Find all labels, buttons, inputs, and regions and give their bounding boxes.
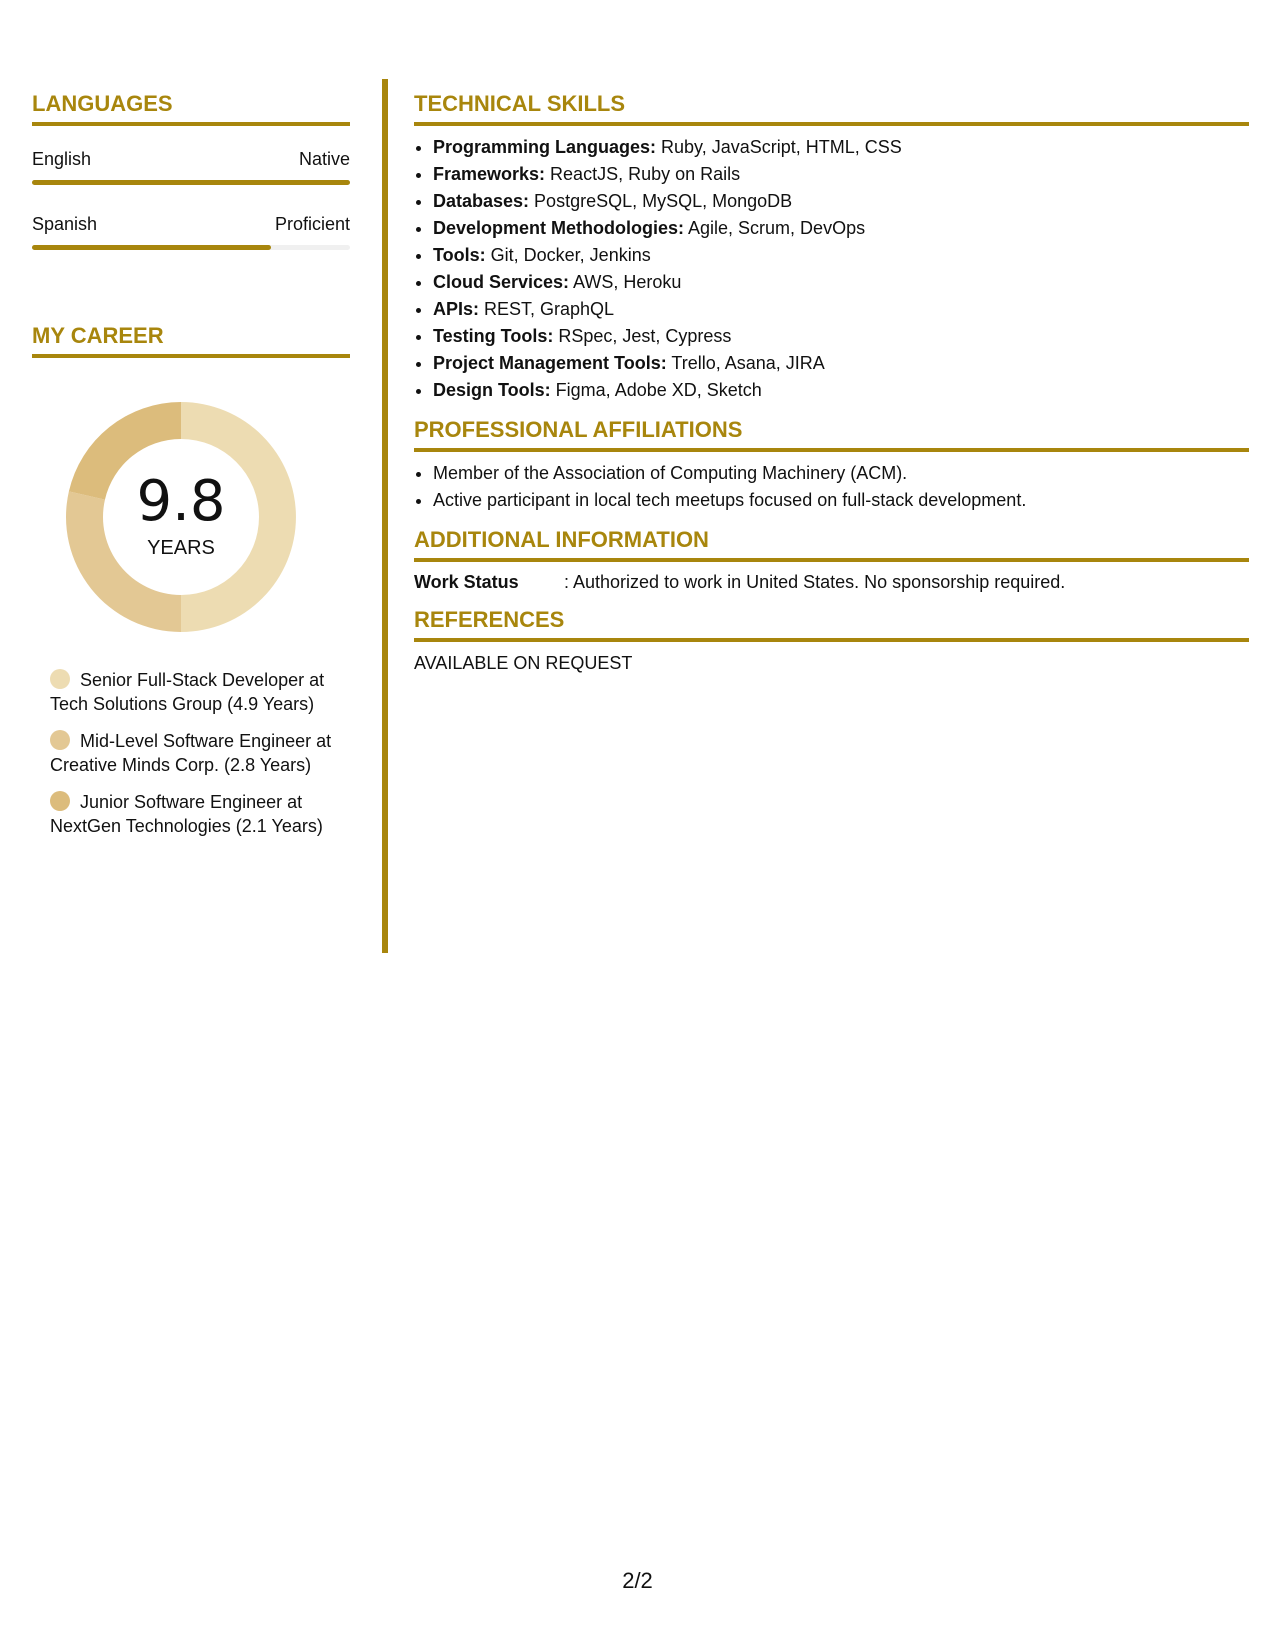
language-level: Native	[298, 149, 350, 169]
skill-value: ReactJS, Ruby on Rails	[545, 164, 741, 184]
language-name: Spanish	[32, 214, 98, 234]
legend-dot-icon	[50, 730, 70, 750]
column-divider	[382, 79, 388, 953]
skill-label: Project Management Tools:	[433, 353, 667, 373]
skill-label: Development Methodologies:	[433, 218, 685, 238]
technical-skills-list	[414, 134, 1249, 404]
skill-value: Git, Docker, Jenkins	[485, 245, 651, 265]
skill-label: Frameworks:	[433, 164, 546, 184]
languages-heading: LANGUAGES	[32, 90, 350, 126]
language-level: Proficient	[274, 214, 350, 234]
skill-item	[433, 377, 1249, 404]
skill-item	[433, 215, 1249, 242]
work-status-row	[414, 570, 1249, 594]
affiliation-item: • Member of the Association of Computing Machinery (ACM).	[433, 460, 1249, 487]
affiliation-item: • Active participant in local tech meetups focused on full-stack development.	[433, 487, 1249, 514]
skill-value: AWS, Heroku	[569, 272, 682, 292]
skill-item	[433, 188, 1249, 215]
legend-label: Mid-Level Software Engineer at Creative Minds Corp. (2.8 Years)	[50, 731, 332, 775]
skill-item	[433, 323, 1249, 350]
skill-value: Figma, Adobe XD, Sketch	[550, 380, 762, 400]
language-proficiency-bar	[32, 245, 350, 250]
skill-item	[433, 134, 1249, 161]
career-legend	[50, 668, 340, 838]
legend-dot-icon	[50, 791, 70, 811]
work-status-label: Work Status	[414, 572, 519, 592]
skill-value: Agile, Scrum, DevOps	[684, 218, 866, 238]
language-item-english	[32, 148, 350, 185]
page-number: 2/2	[622, 1568, 653, 1593]
legend-label: Senior Full-Stack Developer at Tech Solutions Group (4.9 Years)	[50, 670, 325, 714]
career-legend-item	[50, 668, 340, 716]
skill-value: Ruby, JavaScript, HTML, CSS	[656, 137, 902, 157]
additional-info-heading: ADDITIONAL INFORMATION	[414, 526, 1249, 562]
language-item-spanish	[32, 213, 350, 250]
legend-label: Junior Software Engineer at NextGen Technologies (2.1 Years)	[50, 792, 323, 836]
legend-dot-icon	[50, 669, 70, 689]
language-proficiency-fill	[32, 180, 350, 185]
skill-item	[433, 350, 1249, 377]
skill-label: Cloud Services:	[433, 272, 570, 292]
work-status-value: : Authorized to work in United States. No sponsorship required.	[564, 572, 1066, 592]
left-column	[32, 90, 350, 851]
career-total-unit: YEARS	[147, 537, 215, 559]
affiliations-list	[414, 460, 1249, 514]
language-proficiency-bar	[32, 180, 350, 185]
language-proficiency-fill	[32, 245, 271, 250]
technical-skills-heading: TECHNICAL SKILLS	[414, 90, 1249, 126]
references-heading: REFERENCES	[414, 606, 1249, 642]
references-text: AVAILABLE ON REQUEST	[414, 653, 633, 673]
career-total-years: 9.8	[136, 469, 226, 534]
skill-label: Databases:	[433, 191, 530, 211]
skill-item	[433, 161, 1249, 188]
skill-value: REST, GraphQL	[479, 299, 615, 319]
right-column	[414, 90, 1249, 675]
skill-value: Trello, Asana, JIRA	[666, 353, 825, 373]
career-legend-item	[50, 790, 340, 838]
skill-item	[433, 242, 1249, 269]
career-donut-chart	[66, 402, 296, 632]
donut-center	[66, 402, 296, 632]
skill-item	[433, 269, 1249, 296]
skill-label: Tools:	[433, 245, 486, 265]
language-name: English	[32, 149, 92, 169]
skill-label: APIs:	[433, 299, 480, 319]
skill-label: Design Tools:	[433, 380, 551, 400]
affiliations-heading: PROFESSIONAL AFFILIATIONS	[414, 416, 1249, 452]
career-heading: MY CAREER	[32, 322, 350, 358]
skill-value: PostgreSQL, MySQL, MongoDB	[529, 191, 793, 211]
career-legend-item	[50, 729, 340, 777]
skill-label: Testing Tools:	[433, 326, 554, 346]
skill-value: RSpec, Jest, Cypress	[553, 326, 732, 346]
skill-item	[433, 296, 1249, 323]
skill-label: Programming Languages:	[433, 137, 657, 157]
